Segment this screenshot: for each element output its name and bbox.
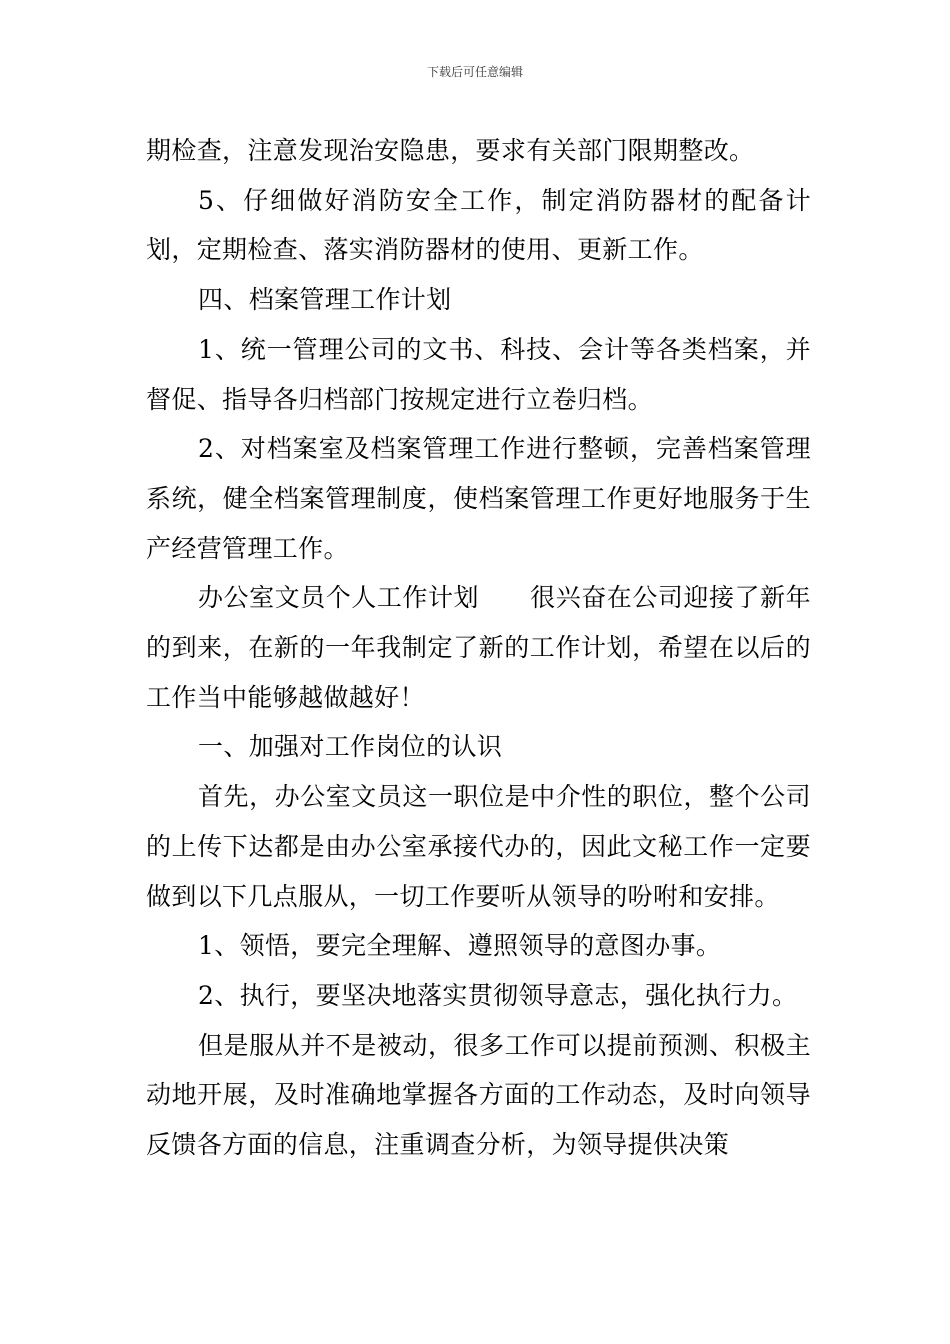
paragraph-8: 首先，办公室文员这一职位是中介性的职位，整个公司的上传下达都是由办公室承接代办的，因此文秘工作一定要做到以下几点服从，一切工作要听从领导的吩咐和安排。 (146, 782, 811, 911)
paragraph-4: 1、统一管理公司的文书、科技、会计等各类档案，并督促、指导各归档部门按规定进行立卷归档。 (146, 334, 811, 414)
paragraph-10: 2、执行，要坚决地落实贯彻领导意志，强化执行力。 (198, 980, 798, 1010)
paragraph-7: 一、加强对工作岗位的认识 (198, 732, 503, 762)
paragraph-11: 但是服从并不是被动，很多工作可以提前预测、积极主动地开展，及时准确地掌握各方面的工作动态，及时向领导反馈各方面的信息，注重调查分析，为领导提供决策 (146, 1030, 811, 1160)
document-body (146, 126, 811, 1170)
paragraph-5: 2、对档案室及档案管理工作进行整顿，完善档案管理系统，健全档案管理制度，使档案管理工作更好地服务于生产经营管理工作。 (146, 434, 811, 563)
paragraph-9: 1、领悟，要完全理解、遵照领导的意图办事。 (198, 931, 722, 961)
page-header: 下载后可任意编辑 (426, 65, 523, 79)
paragraph-1: 期检查，注意发现治安隐患，要求有关部门限期整改。 (146, 136, 755, 165)
paragraph-2: 5、仔细做好消防安全工作，制定消防器材的配备计划，定期检查、落实消防器材的使用、更新工作。 (146, 185, 811, 265)
paragraph-3: 四、档案管理工作计划 (198, 285, 452, 315)
paragraph-6: 办公室文员个人工作计划 很兴奋在公司迎接了新年的到来，在新的一年我制定了新的工作计划，希望在以后的工作当中能够越做越好！ (146, 583, 811, 712)
